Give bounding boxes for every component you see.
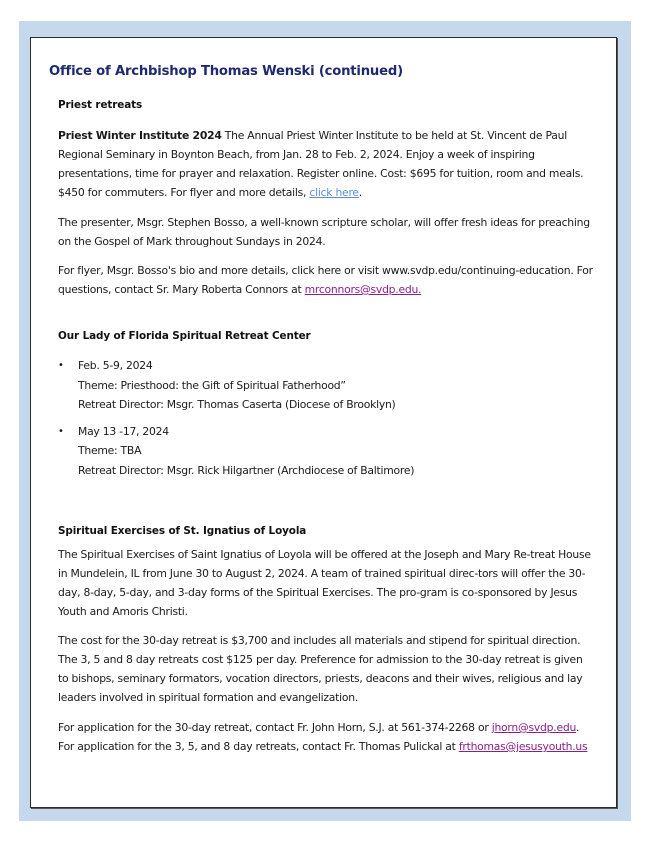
flyer-text: For flyer, Msgr. Bosso's bio and more details, click here or visit www.svdp.edu/continuing-education. For questions, contact Sr. Mary Roberta Connors at — [58, 264, 593, 296]
retreat-director: Retreat Director: Msgr. Thomas Caserta (Diocese of Brooklyn) — [78, 398, 396, 411]
ignatius-cost-paragraph: The cost for the 30-day retreat is $3,700 and includes all materials and stipend for spiritual direction. The 3, 5 and 8 day retreats cost $125 per day. Preference for admission to the 30-day retreat is given to bishops, seminary formators, vocation directors, priests, deacons and their wives, religious and lay leaders involved in spiritual formation and evangelization. — [58, 634, 583, 704]
section-heading-priest-retreats: Priest retreats — [58, 99, 143, 111]
section-heading-ignatius: Spiritual Exercises of St. Ignatius of Loyola — [58, 525, 307, 537]
flyer-paragraph — [58, 261, 593, 299]
ignatius-intro-paragraph: The Spiritual Exercises of Saint Ignatius of Loyola will be offered at the Joseph and Mary Re-treat House in Mundelein, IL from June 30 to August 2, 2024. A team of trained spiritual direc-tors will offer the 30-day, 8-day, 5-day, and 3-day forms of the Spiritual Exercises. The pro-gram is co-sponsored by Jesus Youth and Amoris Christi. — [58, 548, 591, 618]
click-here-link[interactable]: click here — [309, 186, 359, 199]
retreat-date: Feb. 5-9, 2024 — [78, 359, 153, 372]
bullet-icon: • — [58, 360, 64, 371]
mrconnors-email-link[interactable]: mrconnors@svdp.edu. — [304, 283, 422, 296]
document-page — [30, 37, 617, 808]
retreat-item — [58, 422, 593, 481]
punctuation: . — [358, 186, 362, 199]
retreat-list — [58, 356, 593, 487]
application-paragraph — [58, 718, 593, 756]
jhorn-email-link[interactable]: jhorn@svdp.edu — [491, 721, 577, 734]
presenter-paragraph: The presenter, Msgr. Stephen Bosso, a well-known scripture scholar, will offer fresh ideas for preaching on the Gospel of Mark throughout Sundays in 2024. — [58, 216, 590, 248]
section-heading-our-lady: Our Lady of Florida Spiritual Retreat Center — [58, 330, 311, 342]
page-title: Office of Archbishop Thomas Wenski (continued) — [49, 64, 403, 79]
winter-institute-paragraph — [58, 126, 593, 202]
application-text: For application for the 30-day retreat, contact Fr. John Horn, S.J. at 561-374-2268 or — [58, 721, 492, 734]
retreat-theme: Theme: Priesthood: the Gift of Spiritual Fatherhood” — [78, 378, 346, 392]
retreat-theme: Theme: TBA — [78, 444, 142, 457]
frthomas-email-link[interactable]: frthomas@jesusyouth.us — [458, 740, 588, 753]
retreat-date: May 13 -17, 2024 — [78, 424, 169, 438]
bullet-icon: • — [58, 425, 64, 437]
winter-institute-lead: Priest Winter Institute 2024 — [58, 129, 222, 142]
winter-institute-text: The Annual Priest Winter Institute to be held at St. Vincent de Paul Regional Seminary in Boynton Beach, from Jan. 28 to Feb. 2, 2024. Enjoy a week of inspiring presentations, time for prayer and relaxation. Register online. Cost: $695 for tuition, room and meals. $450 for commuters. For flyer and more details, — [58, 129, 584, 199]
application-text: . For application for the 3, 5, and 8 day retreats, contact Fr. Thomas Pulickal at — [58, 721, 580, 753]
retreat-director: Retreat Director: Msgr. Rick Hilgartner (Archdiocese of Baltimore) — [78, 463, 415, 477]
retreat-item — [58, 356, 593, 415]
